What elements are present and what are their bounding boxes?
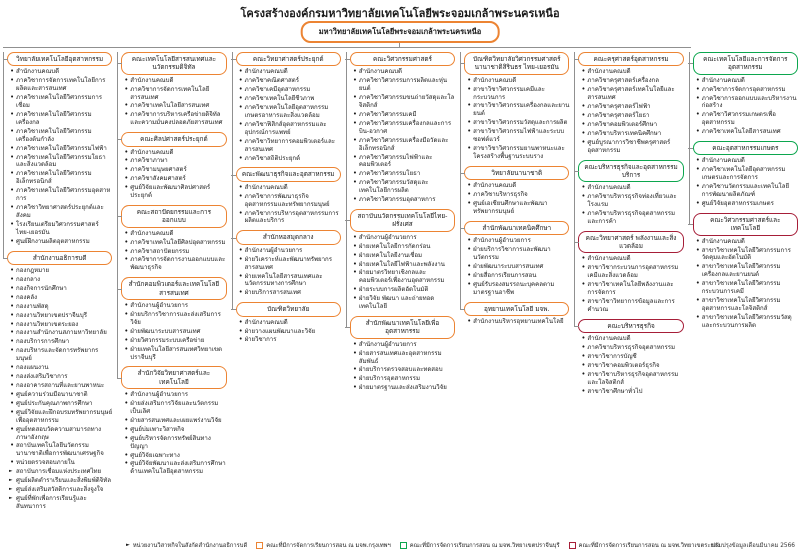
org-unit-item: • สำนักงานผู้อำนวยการ	[123, 302, 226, 310]
org-unit-item: • ศูนย์วิจัยเฉพาะทาง	[123, 452, 226, 460]
org-unit-item: • สาขาวิชาศึกษาทั่วไป	[580, 388, 683, 396]
org-unit-item: • ศูนย์บูรณาการวิชาชีพครุศาสตร์อุตสาหกรรม	[580, 139, 683, 155]
org-box-header: คณะครุศาสตร์อุตสาหกรรม	[578, 52, 683, 66]
org-column-6	[573, 52, 683, 401]
org-unit-item: • สำนักงานผู้อำนวยการ	[123, 391, 226, 399]
org-unit-item: • ฝ่ายบริการตรวจสอบและทดสอบ	[352, 366, 455, 374]
org-unit-item: • ฝ่ายบริการวิชาการและพัฒนานวัตกรรม	[466, 246, 569, 262]
org-unit-item: • ฝ่ายบริการวิชาการและส่งเสริมการวิจัย	[123, 311, 226, 327]
org-unit-item: • ภาควิชาฟิสิกส์อุตสาหกรรมและอุปกรณ์การแพทย์	[238, 121, 341, 137]
org-unit-item: • ภาควิชาเทคโนโลยีวิศวกรรมการเชื่อม	[9, 94, 112, 110]
org-unit-item: • ภาควิชาการจัดการงานออกแบบและพัฒนาธุรกิจ	[123, 256, 226, 272]
org-box-header: คณะเทคโนโลยีและการจัดการอุตสาหกรรม	[693, 52, 798, 75]
org-unit-item: • ภาควิชาวิศวกรรมขนถ่ายวัสดุและโลจิสติกส์	[352, 94, 455, 110]
org-unit-item: • ภาควิชาวิศวกรรมเครื่องมือวัดและอิเล็กทรอนิกส์	[352, 137, 455, 153]
org-unit-item: • ศูนย์รับรองสมรรถนะบุคคลตามมาตรฐานอาชีพ	[466, 281, 569, 297]
org-unit-item: • ภาควิชาคณิตศาสตร์	[238, 77, 341, 85]
org-unit-item: • สาขาวิชาเทคโนโลยีพลังงานและการจัดการ	[580, 281, 683, 297]
org-unit-list	[580, 335, 683, 395]
org-unit-item: • ภาควิชาเทคโนโลยีวิศวกรรมเครื่องกล	[9, 111, 112, 127]
org-unit-item: • กองอาคารสถานที่และยานพาหนะ	[9, 382, 112, 390]
org-unit-item: • สำนักงานคณบดี	[123, 149, 226, 157]
org-unit-item: • ฝ่ายเทคโนโลยีสารสนเทศและนวัตกรรมทางการศึกษา	[238, 273, 341, 289]
org-unit-list	[466, 318, 569, 326]
org-unit-item: • สถาบันเทคโนโลยีนวัตกรรมนานาชาติเพื่อการพัฒนาเศรษฐกิจ	[9, 442, 112, 458]
org-unit-item: • ศูนย์บริหารจัดการทรัพย์สินทางปัญญา	[123, 435, 226, 451]
org-unit-item: • ภาควิชาวิศวกรรมวัสดุและเทคโนโลยีการผลิต	[352, 179, 455, 195]
org-unit-list	[9, 267, 112, 511]
org-box-header: สำนักพัฒนาเทคนิคศึกษา	[464, 221, 569, 235]
org-box-header: คณะวิศวกรรมศาสตร์และเทคโนโลยี	[693, 213, 798, 236]
legend-item	[569, 540, 721, 550]
org-column-5	[459, 52, 569, 331]
org-group	[464, 166, 569, 216]
org-unit-item-special: ► ศูนย์ส่งเสริมสวัสดิการและสิ่งจูงใจ	[9, 486, 112, 494]
org-group	[578, 231, 683, 314]
org-group	[350, 209, 455, 311]
org-unit-item: • สำนักงานคณบดี	[238, 184, 341, 192]
org-column-1	[2, 52, 112, 516]
org-unit-item: • ฝ่ายมาตรฐานและส่งเสริมงานวิจัย	[352, 384, 455, 392]
org-unit-item: • ภาควิชาการบริหารอุตสาหกรรมการผลิตและบริการ	[238, 210, 341, 226]
org-unit-item: • กองคลัง	[9, 294, 112, 302]
org-box-header: คณะวิทยาศาสตร์ พลังงานและสิ่งแวดล้อม	[578, 231, 683, 254]
org-group	[693, 213, 798, 330]
org-unit-item: • ศูนย์บ่มเพาะวิสาหกิจ	[123, 426, 226, 434]
org-unit-item: • สาขาวิชาเทคโนโลยีวิศวกรรมการวัดคุมและอัตโนมัติ	[695, 247, 798, 263]
org-box-header: คณะวิทยาศาสตร์ประยุกต์	[236, 52, 341, 66]
org-unit-item: • สาขาวิชาคอมพิวเตอร์ธุรกิจ	[580, 362, 683, 370]
org-unit-item: • ฝ่ายเทคโนโลยีการกัดกร่อน	[352, 243, 455, 251]
org-unit-item: • ภาควิชาการจัดการเทคโนโลยีสารสนเทศ	[123, 86, 226, 102]
org-unit-item: • กองงานวิทยาเขตปราจีนบุรี	[9, 312, 112, 320]
org-column-2	[116, 52, 226, 481]
org-unit-item: • ภาควิชามนุษยศาสตร์	[123, 166, 226, 174]
org-unit-item: • สาขาวิชาวิศวกรรมวัสดุและการผลิต	[466, 119, 569, 127]
org-unit-item: • กองบริการการศึกษา	[9, 338, 112, 346]
org-unit-item-special: ► ศูนย์ที่พักเพื่อการเรียนรู้และสันทนาการ	[9, 495, 112, 511]
org-group	[693, 141, 798, 208]
org-group	[236, 167, 341, 225]
org-unit-item: • สาขาวิชาเทคโนโลยีวิศวกรรมเครื่องกลและยานยนต์	[695, 263, 798, 279]
org-column-4	[345, 52, 455, 397]
org-unit-item: • ฝ่ายบริการอุตสาหกรรม	[352, 375, 455, 383]
org-unit-list	[123, 302, 226, 361]
org-unit-list	[352, 68, 455, 204]
org-unit-item: • ภาควิชาเทคโนโลยีศิลปอุตสาหกรรม	[123, 239, 226, 247]
org-group	[236, 52, 341, 162]
org-unit-item: • ภาควิชาเทคโนโลยีวิศวกรรมไฟฟ้า	[9, 145, 112, 153]
org-group	[464, 52, 569, 161]
org-unit-item: • ภาควิชาการพัฒนาธุรกิจอุตสาหกรรมและทรัพยากรมนุษย์	[238, 193, 341, 209]
org-unit-item: • สำนักงานคณบดี	[695, 157, 798, 165]
org-box-header: คณะบริหารธุรกิจและอุตสาหกรรมบริการ	[578, 160, 683, 183]
org-unit-item: • สำนักงานคณบดี	[466, 182, 569, 190]
org-unit-item-special: ► ศูนย์ผลิตตำราเรียนและสิ่งพิมพ์ดิจิทัล	[9, 477, 112, 485]
org-unit-list	[238, 247, 341, 298]
org-unit-item: • สาขาวิชาวิศวกรรมเคมีและกระบวนการ	[466, 86, 569, 102]
org-box-header: คณะวิศวกรรมศาสตร์	[350, 52, 455, 66]
org-group	[464, 302, 569, 326]
org-unit-item: • ภาควิชาวิทยาการคอมพิวเตอร์และสารสนเทศ	[238, 138, 341, 154]
org-unit-list	[352, 341, 455, 393]
org-unit-item: • ศูนย์ประกันคุณภาพการศึกษา	[9, 400, 112, 408]
org-unit-item: • สาขาวิชาวิทยาการข้อมูลและการคำนวณ	[580, 298, 683, 314]
org-unit-list	[580, 68, 683, 154]
org-unit-item: • สาขาวิชาเทคโนโลยีวิศวกรรมกระบวนการเคมี	[695, 280, 798, 296]
org-unit-list	[695, 238, 798, 330]
org-unit-list	[695, 77, 798, 136]
org-unit-item: • ภาควิชาครุศาสตร์โยธา	[580, 112, 683, 120]
org-unit-list	[466, 237, 569, 296]
org-box-header: คณะพัฒนาธุรกิจและอุตสาหกรรม	[236, 167, 341, 181]
legend	[126, 540, 720, 550]
org-column-7	[688, 52, 798, 335]
org-box-header: คณะศิลปศาสตร์ประยุกต์	[121, 132, 226, 146]
org-group	[121, 366, 226, 476]
org-unit-item: • สำนักงานคณบดี	[695, 238, 798, 246]
org-group	[121, 205, 226, 272]
org-box-header: คณะเทคโนโลยีสารสนเทศและนวัตกรรมดิจิทัล	[121, 52, 226, 75]
org-unit-item: • ภาควิชาวิศวกรรมเครื่องกลและการบิน-อวกาศ	[352, 120, 455, 136]
org-unit-item: • สำนักงานคณบดี	[123, 230, 226, 238]
org-unit-item: • สาขาวิชากระบวนการอุตสาหกรรมเคมีและสิ่งแวดล้อม	[580, 264, 683, 280]
org-unit-item: • ภาควิชาบริหารเทคนิคศึกษา	[580, 130, 683, 138]
org-unit-item: • ศูนย์ความร่วมมือนานาชาติ	[9, 391, 112, 399]
org-unit-item: • ฝ่ายเทคโนโลยีงานเชื่อม	[352, 252, 455, 260]
org-unit-item: • กองงานสำนักงานสภามหาวิทยาลัย	[9, 329, 112, 337]
org-box-header: สำนักงานอธิการบดี	[7, 251, 112, 265]
org-box-header: คณะสถาปัตยกรรมและการออกแบบ	[121, 205, 226, 228]
org-group	[693, 52, 798, 136]
org-unit-item: • ภาควิชาวิศวกรรมการผลิตและหุ่นยนต์	[352, 77, 455, 93]
org-box-header: สำนักพัฒนาเทคโนโลยีเพื่ออุตสาหกรรม	[350, 316, 455, 339]
org-unit-item: • ภาควิชาวิศวกรรมเคมี	[352, 111, 455, 119]
org-group	[121, 277, 226, 361]
org-unit-item: • ฝ่ายมาตรวิทยาเชิงกลและคอมพิวเตอร์เพื่องานอุตสาหกรรม	[352, 269, 455, 285]
org-unit-item: • สำนักงานคณบดี	[238, 68, 341, 76]
legend-item	[256, 540, 391, 550]
org-unit-item: • สำนักงานคณบดี	[352, 68, 455, 76]
org-unit-item: • หน่วยตรวจสอบภายใน	[9, 459, 112, 467]
org-group	[350, 316, 455, 392]
org-box-header: สำนักคอมพิวเตอร์และเทคโนโลยีสารสนเทศ	[121, 277, 226, 300]
org-unit-item: • สำนักงานคณบดี	[580, 335, 683, 343]
org-unit-list	[466, 182, 569, 216]
campus-color-swatch-icon	[256, 542, 263, 549]
org-unit-list	[580, 184, 683, 226]
org-box-header: วิทยาลัยเทคโนโลยีอุตสาหกรรม	[7, 52, 112, 66]
org-unit-item: • กองกฎหมาย	[9, 267, 112, 275]
campus-color-swatch-icon	[400, 542, 407, 549]
org-unit-item: • กองแผนงาน	[9, 364, 112, 372]
org-unit-item: • ฝ่ายสื่อการเรียนการสอน	[466, 272, 569, 280]
org-unit-item: • สาขาวิชาบริหารธุรกิจอุตสาหกรรมและโลจิสติกส์	[580, 371, 683, 387]
org-unit-item: • สำนักงานผู้อำนวยการ	[352, 341, 455, 349]
org-unit-item: • สำนักงานคณบดี	[123, 77, 226, 85]
org-unit-item: • ฝ่ายวิศวกรรมระบบเครือข่าย	[123, 337, 226, 345]
org-unit-item: • โรงเรียนเตรียมวิศวกรรมศาสตร์ ไทย-เยอรมัน	[9, 221, 112, 237]
org-unit-list	[123, 230, 226, 273]
org-unit-item: • ภาควิชาสถิติประยุกต์	[238, 155, 341, 163]
org-unit-item: • ภาควิชาบริหารธุรกิจ	[466, 191, 569, 199]
legend-label: คณะที่มีการจัดการเรียนการสอน ณ มจพ.วิทยาเขตระยอง	[578, 543, 721, 549]
org-unit-list	[123, 77, 226, 128]
org-unit-item: • ภาควิชาเทคโนโลยีวิศวกรรมอิเล็กทรอนิกส์	[9, 170, 112, 186]
org-unit-item: • ฝ่ายเทคโนโลยีไฟฟ้าและพลังงาน	[352, 261, 455, 269]
org-unit-item: • สำนักงานคณบดี	[9, 68, 112, 76]
org-box-header: วิทยาลัยนานาชาติ	[464, 166, 569, 180]
org-unit-item: • สำนักงานคณบดี	[580, 68, 683, 76]
org-unit-item: • ภาควิชาการออกแบบและบริหารงานก่อสร้าง	[695, 95, 798, 111]
org-unit-item: • สำนักงานคณบดี	[580, 255, 683, 263]
org-unit-item: • ฝ่ายวิชาการ	[238, 336, 341, 344]
org-unit-item: • ภาควิชาการจัดการอุตสาหกรรม	[695, 86, 798, 94]
org-unit-item: • สาขาวิชาเทคโนโลยีวิศวกรรมวัสดุและกระบวนการผลิต	[695, 314, 798, 330]
org-unit-list	[123, 391, 226, 476]
updated-date: ปรับปรุงข้อมูลเดือนมีนาคม 2566	[711, 543, 795, 549]
org-unit-item: • ภาควิชาเทคโนโลยีอุตสาหกรรมเกษตรและการจัดการ	[695, 166, 798, 182]
org-unit-item: • ศูนย์วิจัยอุตสาหกรรมเกษตร	[695, 200, 798, 208]
org-unit-item: • ภาควิชาวิทยาศาสตร์ประยุกต์และสังคม	[9, 204, 112, 220]
org-unit-item: • ฝ่ายวิเคราะห์และพัฒนาทรัพยากรสารสนเทศ	[238, 256, 341, 272]
org-unit-item: • ฝ่ายส่งเสริมการวิจัยและนวัตกรรมเป็นเลิศ	[123, 400, 226, 416]
org-unit-list	[9, 68, 112, 245]
org-group	[578, 319, 683, 396]
org-unit-item: • ภาควิชาเทคโนโลยีอุตสาหกรรมเกษตรอาหารและสิ่งแวดล้อม	[238, 104, 341, 120]
org-unit-item: • สำนักงานผู้อำนวยการ	[352, 234, 455, 242]
org-unit-item: • สำนักงานคณบดี	[466, 77, 569, 85]
org-unit-item: • ศูนย์เอเชียนศึกษาและพัฒนาทรัพยากรมนุษย์	[466, 200, 569, 216]
org-unit-item: • ภาควิชาสถาปัตยกรรม	[123, 248, 226, 256]
org-unit-list	[238, 68, 341, 162]
org-unit-item: • ฝ่ายสารสนเทศและอุตสาหกรรมสัมพันธ์	[352, 350, 455, 366]
campus-color-swatch-icon	[569, 542, 576, 549]
org-unit-item: • สาขาวิชาเทคโนโลยีวิศวกรรมอุตสาหการและโลจิสติกส์	[695, 297, 798, 313]
org-chart-columns	[2, 52, 798, 536]
org-unit-item: • สำนักงานบริหารอุทยานเทคโนโลยี	[466, 318, 569, 326]
org-column-3	[231, 52, 341, 349]
org-unit-item: • ฝ่ายวิจัย พัฒนา และถ่ายทอดเทคโนโลยี	[352, 295, 455, 311]
org-unit-item: • สำนักงานผู้อำนวยการ	[238, 247, 341, 255]
org-group	[121, 52, 226, 127]
org-unit-list	[695, 157, 798, 208]
org-unit-list	[238, 184, 341, 226]
org-unit-item: • ภาควิชาครุศาสตร์เครื่องกล	[580, 77, 683, 85]
org-unit-item: • ภาควิชานวัตกรรมและเทคโนโลยีการพัฒนาผลิตภัณฑ์	[695, 183, 798, 199]
org-unit-item: • ภาควิชาเทคโนโลยีวิศวกรรมโยธาและสิ่งแวดล้อม	[9, 154, 112, 170]
org-unit-item: • ศูนย์ทดสอบวัดความสามารถทางภาษาอังกฤษ	[9, 426, 112, 442]
org-unit-item: • สาขาวิชาวิศวกรรมเครื่องกลและยานยนต์	[466, 102, 569, 118]
org-box-header: สถาบันนวัตกรรมเทคโนโลยีไทย-ฝรั่งเศส	[350, 209, 455, 232]
org-unit-list	[466, 77, 569, 161]
org-unit-item: • ฝ่ายพัฒนาระบบสารสนเทศ	[123, 328, 226, 336]
org-unit-item: • ภาควิชาเทคโนโลยีสารสนเทศ	[123, 102, 226, 110]
trunk-connector-line	[3, 47, 691, 48]
org-box-header: คณะบริหารธุรกิจ	[578, 319, 683, 333]
org-unit-item: • สำนักงานผู้อำนวยการ	[466, 237, 569, 245]
org-unit-item: • ภาควิชาภาษา	[123, 157, 226, 165]
org-unit-item: • สาขาวิชาวิศวกรรมไฟฟ้าและระบบซอฟต์แวร์	[466, 128, 569, 144]
org-unit-item: • กองกลาง	[9, 276, 112, 284]
org-unit-item: • ภาควิชาการบริหารเครือข่ายดิจิทัลและความมั่นคงปลอดภัยสารสนเทศ	[123, 111, 226, 127]
org-unit-item: • ฝ่ายบริการสารสนเทศ	[238, 289, 341, 297]
org-box-header: คณะอุตสาหกรรมเกษตร	[693, 141, 798, 155]
org-group	[7, 251, 112, 511]
org-unit-item: • ภาควิชาบริหารธุรกิจท่องเที่ยวและโรงแรม	[580, 193, 683, 209]
org-unit-item: • สาขาวิชาการบัญชี	[580, 353, 683, 361]
org-unit-item: • ภาควิชาเคมีอุตสาหกรรม	[238, 86, 341, 94]
org-box-header: สำนักหอสมุดกลาง	[236, 230, 341, 244]
org-unit-item: • ฝ่ายพัฒนาระบบสารสนเทศ	[466, 263, 569, 271]
org-unit-item: • ภาควิชาการจัดการเทคโนโลยีการผลิตและสารสนเทศ	[9, 77, 112, 93]
org-group	[578, 52, 683, 155]
legend-label: คณะที่มีการจัดการเรียนการสอน ณ มจพ.กรุงเทพฯ	[266, 543, 391, 549]
org-unit-item: • กองงานวิทยาเขตระยอง	[9, 321, 112, 329]
org-group	[350, 52, 455, 204]
org-box-header: สำนักวิจัยวิทยาศาสตร์และเทคโนโลยี	[121, 366, 226, 389]
root-node: มหาวิทยาลัยเทคโนโลยีพระจอมเกล้าพระนครเหนือ	[301, 21, 500, 43]
org-unit-list	[238, 319, 341, 345]
org-unit-item: • ศูนย์วิจัยและพัฒนาศิลปศาสตร์ประยุกต์	[123, 184, 226, 200]
org-unit-item: • สาขาวิชาวิศวกรรมยานพาหนะและโครงสร้างพื้นฐานระบบราง	[466, 145, 569, 161]
legend-item	[126, 540, 247, 550]
org-unit-item: • ฝ่ายเทคโนโลยีสารสนเทศวิทยาเขตปราจีนบุรี	[123, 346, 226, 362]
org-group	[236, 230, 341, 297]
org-unit-item-special: ► สถาบันการเชื่อมแห่งประเทศไทย	[9, 468, 112, 476]
org-unit-item: • ภาควิชาบริหารธุรกิจอุตสาหกรรม	[580, 344, 683, 352]
org-unit-item: • ภาควิชาเทคโนโลยีวิศวกรรมเครื่องต้นกำลัง	[9, 128, 112, 144]
org-unit-item: • ศูนย์วิจัยและฝึกอบรมทรัพยากรมนุษย์เพื่ออุตสาหกรรม	[9, 409, 112, 425]
org-unit-item: • ภาควิชาวิศวกรรมไฟฟ้าและคอมพิวเตอร์	[352, 154, 455, 170]
legend-label: หน่วยงานวิสาหกิจในสังกัดสำนักงานอธิการบดี	[132, 543, 248, 549]
org-unit-item: • สำนักงานคณบดี	[695, 77, 798, 85]
org-unit-item: • ฝ่ายสารสนเทศและเผยแพร่งานวิจัย	[123, 417, 226, 425]
org-unit-item: • ภาควิชาครุศาสตร์เทคโนโลยีและสารสนเทศ	[580, 86, 683, 102]
org-box-header: บัณฑิตวิทยาลัยวิศวกรรมศาสตร์นานาชาติสิรินธร ไทย-เยอรมัน	[464, 52, 569, 75]
org-unit-item: • ภาควิชาเทคโนโลยีชีวภาพ	[238, 95, 341, 103]
org-unit-list	[352, 234, 455, 311]
org-unit-item: • ภาควิชาวิศวกรรมเกษตรเพื่ออุตสาหกรรม	[695, 111, 798, 127]
org-unit-item: • กองกิจการนักศึกษา	[9, 285, 112, 293]
org-unit-item: • ภาควิชาคอมพิวเตอร์ศึกษา	[580, 121, 683, 129]
org-unit-item: • ภาควิชาวิศวกรรมโยธา	[352, 170, 455, 178]
org-unit-item: • สำนักงานคณบดี	[580, 184, 683, 192]
org-unit-item: • ภาควิชาเทคโนโลยีสารสนเทศ	[695, 128, 798, 136]
legend-item	[400, 540, 560, 550]
org-box-header: บัณฑิตวิทยาลัย	[236, 302, 341, 316]
org-unit-item: • ภาควิชาครุศาสตร์ไฟฟ้า	[580, 103, 683, 111]
org-unit-item: • สำนักงานคณบดี	[238, 319, 341, 327]
org-unit-item: • ศูนย์ฝึกงานผลิตอุตสาหกรรม	[9, 238, 112, 246]
org-unit-item: • กองงานพัสดุ	[9, 303, 112, 311]
org-unit-item: • ฝ่ายระบบการผลิตอัตโนมัติ	[352, 286, 455, 294]
org-unit-item: • ภาควิชาเทคโนโลยีวิศวกรรมอุตสาหการ	[9, 187, 112, 203]
org-group	[464, 221, 569, 297]
org-group	[578, 160, 683, 226]
arrow-marker-icon: ►	[126, 541, 130, 548]
org-box-header: อุทยานเทคโนโลยี มจพ.	[464, 302, 569, 316]
org-unit-list	[123, 149, 226, 201]
org-unit-list	[580, 255, 683, 313]
org-group	[7, 52, 112, 246]
legend-label: คณะที่มีการจัดการเรียนการสอน ณ มจพ.วิทยาเขตปราจีนบุรี	[409, 543, 560, 549]
org-group	[236, 302, 341, 344]
page-title: โครงสร้างองค์กรมหาวิทยาลัยเทคโนโลยีพระจอมเกล้าพระนครเหนือ	[240, 7, 560, 20]
org-group	[121, 132, 226, 200]
org-unit-item: • กองส่งเสริมวิชาการ	[9, 373, 112, 381]
org-unit-item: • ภาควิชาวิศวกรรมอุตสาหการ	[352, 196, 455, 204]
org-unit-item: • กองบริหารและจัดการทรัพยากรมนุษย์	[9, 347, 112, 363]
org-unit-item: • ภาควิชาบริหารธุรกิจอุตสาหกรรมและการค้า	[580, 210, 683, 226]
org-unit-item: • ศูนย์วิจัยพัฒนาและส่งเสริมการศึกษาด้านเทคโนโลยีอุตสาหกรรม	[123, 460, 226, 476]
org-unit-item: • ฝ่ายวางแผนพัฒนาและวิจัย	[238, 328, 341, 336]
org-unit-item: • ภาควิชาสังคมศาสตร์	[123, 175, 226, 183]
